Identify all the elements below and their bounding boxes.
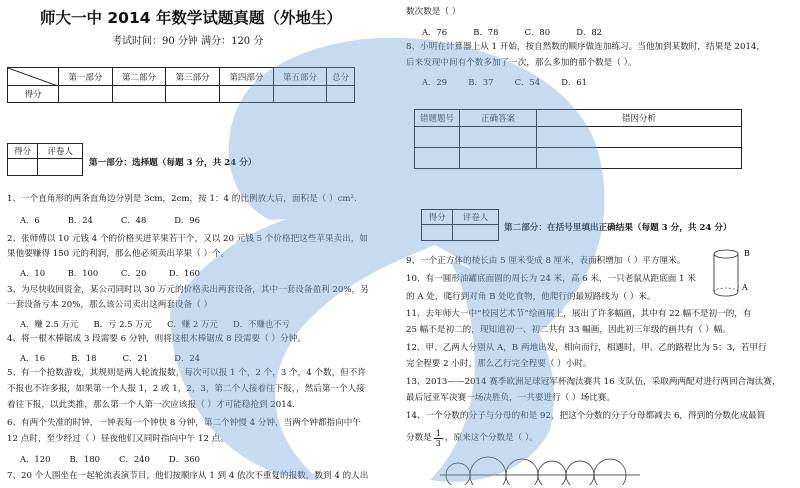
question-7-continued: 数次数是（ ） bbox=[406, 7, 461, 17]
q14-text-a: 分数是 bbox=[406, 433, 432, 443]
error-header: 错题题号 bbox=[415, 110, 460, 127]
option: D．24 bbox=[174, 353, 200, 363]
score-table-diagonal-cell bbox=[8, 68, 59, 86]
score-row-label: 得分 bbox=[8, 86, 59, 103]
question-12-line-2: 完全程要 2 小时，那么乙行完全程要（ ）小时。 bbox=[406, 359, 592, 369]
option: A．6 bbox=[20, 215, 40, 225]
q4-options bbox=[20, 352, 200, 364]
q2-options bbox=[20, 267, 200, 279]
question-11-line-1: 11、去年师大一中“校园艺术节”绘画展上，展出了许多幅画，其中有 22 幅不是初一的，有 bbox=[406, 309, 752, 319]
grader-box bbox=[421, 209, 499, 241]
question-14-line-2 bbox=[406, 429, 538, 448]
score-cell bbox=[220, 86, 274, 103]
grader-label: 评卷人 bbox=[38, 144, 83, 159]
error-cell bbox=[415, 127, 460, 148]
option: D．82 bbox=[576, 27, 602, 37]
question-12-line-1: 12、甲、乙两人分别从 A，B 两地出发，相向而行，相遇时，甲、乙的路程比为 5：3，若甲行 bbox=[406, 343, 767, 353]
question-13-line-1: 13、2013——2014 赛季欧洲足球冠军杯淘汰赛共 16 支队伍，采取两两配对进行两回合淘汰赛， bbox=[406, 377, 781, 387]
cylinder-label-a: A bbox=[742, 283, 748, 292]
score-table bbox=[7, 67, 355, 103]
fraction-denominator: 3 bbox=[435, 439, 441, 448]
grader-score-label: 得分 bbox=[422, 210, 453, 225]
error-cell bbox=[460, 127, 537, 148]
option: A．76 bbox=[422, 27, 448, 37]
question-8-line-1: 8、小明在计算器上从 1 开始，按自然数的顺序做连加练习。当他加到某数时，结果是 2014， bbox=[406, 42, 765, 52]
cylinder-figure bbox=[712, 246, 752, 302]
option: A．29 bbox=[422, 77, 448, 87]
fraction-one-third bbox=[434, 429, 443, 448]
section1-title: 第一部分：选择题（每题 3 分，共 24 分） bbox=[89, 158, 257, 168]
option: D．96 bbox=[174, 215, 200, 225]
question-4: 4、将一根木棒锯成 3 段需要 6 分钟，则将这根木棒锯成 8 段需要（ ）分钟。 bbox=[7, 334, 306, 344]
q1-options bbox=[20, 214, 200, 226]
left-column bbox=[0, 0, 395, 488]
option: B．18 bbox=[71, 353, 97, 363]
option: D．不赚也不亏 bbox=[233, 319, 290, 329]
question-8-line-2: 后来发现中间有个数多加了一次，那么多加的那个数是（ ）。 bbox=[406, 58, 637, 68]
q8-options bbox=[422, 76, 587, 88]
question-14-line-1: 14、一个分数的分子与分母的和是 92，把这个分数的分子分母都减去 6，得到的分数化成最简 bbox=[406, 411, 766, 421]
error-cell bbox=[415, 148, 460, 169]
option: B．100 bbox=[67, 268, 99, 278]
question-11-line-2: 25 幅不是初二的，现知道初一、初二共有 33 幅画，因此初三年级的画共有（ ）幅。 bbox=[406, 325, 731, 335]
error-header: 错因分析 bbox=[537, 110, 742, 127]
option: B．180 bbox=[69, 454, 100, 464]
error-cell bbox=[537, 127, 742, 148]
score-header: 总分 bbox=[327, 68, 355, 86]
question-9: 9、一个正方体的棱长由 5 厘米变成 8 厘米，表面积增加（ ）平方厘米。 bbox=[406, 256, 686, 266]
error-cell bbox=[460, 148, 537, 169]
score-header: 第四部分 bbox=[220, 68, 274, 86]
option: B．78 bbox=[473, 27, 499, 37]
grader-score-label: 得分 bbox=[8, 144, 38, 159]
option: D．160 bbox=[168, 268, 200, 278]
error-header: 正确答案 bbox=[460, 110, 537, 127]
question-10-line-2: 的 A 处，爬行到对角 B 处吃食物，他爬行的最短路线为（ ）米。 bbox=[406, 292, 656, 302]
error-cell bbox=[537, 148, 742, 169]
option: A．16 bbox=[20, 353, 46, 363]
grader-cell bbox=[453, 225, 499, 241]
grader-cell bbox=[38, 159, 83, 176]
question-3-line-2: 一套设备亏本 20%，那么该公司卖出这两套设备（ ） bbox=[7, 300, 213, 310]
option: C．21 bbox=[122, 353, 149, 363]
question-13-line-2: 最后冠亚军决赛一场决胜负，一共要进行（ ）场比赛。 bbox=[406, 393, 615, 403]
score-cell bbox=[112, 86, 166, 103]
question-2-line-1: 2、张师傅以 10 元钱 4 个的价格买进苹果若干个，又以 20 元钱 5 个价格把这些苹果卖出，如 bbox=[7, 234, 368, 244]
question-5-line-1: 5、有一个抢数游戏，其规则是两人轮流报数，每次可以报 1 个，2 个，3 个，4 个数，但不许 bbox=[7, 368, 366, 378]
option: C．240 bbox=[119, 454, 150, 464]
question-6-line-1: 6、有两个失准的时钟，一钟表每一个钟快 8 分钟，第二个钟慢 4 分钟，当两个钟都指向中午 bbox=[7, 418, 361, 428]
cylinder-label-b: B bbox=[744, 249, 750, 258]
option: A．赚 2.5 万元 bbox=[20, 319, 79, 329]
score-header: 第五部分 bbox=[273, 68, 327, 86]
question-7: 7、20 个人围坐在一起轮流表演节目，他们按顺序从 1 到 4 依次不重复的报数，数到 4 的人出 bbox=[7, 471, 369, 481]
question-1: 1、一个直角形的两条直角边分别是 3cm，2cm，按 1：4 的比例放大后，面积是（ ）cm². bbox=[7, 194, 357, 204]
diagonal-line bbox=[8, 68, 58, 86]
page-title: 师大一中 2014 年数学试题真题（外地生） bbox=[40, 9, 342, 27]
circles-figure bbox=[440, 455, 640, 485]
q7-options bbox=[422, 26, 602, 38]
question-5-line-2: 不报也不许多报，如果第一个人报 1，2 或 1，2，3，第二个人接着往下报，，然后第一个人接 bbox=[7, 384, 365, 394]
score-cell bbox=[273, 86, 327, 103]
q14-text-b: ，原来这个分数是（ ）。 bbox=[444, 433, 538, 443]
option: A．120 bbox=[20, 454, 51, 464]
error-analysis-table bbox=[414, 109, 742, 169]
question-3-line-1: 3、为尽快收回资金，某公司同时以 30 万元的价格卖出两套设备，其中一套设备盈利 20%，另 bbox=[7, 285, 369, 295]
option: D．61 bbox=[561, 77, 587, 87]
option: B．亏 2.5 万元 bbox=[93, 319, 152, 329]
question-10-line-1: 10、有一圆形油罐底面圆的周长为 24 米，高 6 米，一只老鼠从距底面 1 米 bbox=[406, 274, 696, 284]
grader-box bbox=[7, 143, 83, 176]
option: C．54 bbox=[514, 77, 541, 87]
grader-cell bbox=[422, 225, 453, 241]
right-column bbox=[400, 0, 800, 488]
q3-options bbox=[20, 318, 290, 330]
score-cell bbox=[59, 86, 113, 103]
grader-label: 评卷人 bbox=[453, 210, 499, 225]
option: A．10 bbox=[20, 268, 46, 278]
score-cell bbox=[327, 86, 355, 103]
fraction-numerator: 1 bbox=[435, 429, 441, 438]
option: B．24 bbox=[67, 215, 93, 225]
score-header: 第三部分 bbox=[166, 68, 220, 86]
score-cell bbox=[166, 86, 220, 103]
option: B．37 bbox=[468, 77, 494, 87]
score-header: 第二部分 bbox=[112, 68, 166, 86]
option: C．赚 2 万元 bbox=[167, 319, 218, 329]
question-5-line-3: 着往下报，以此类推，那么第一个人第一次应该报（ ）才可能稳抢到 2014. bbox=[7, 400, 295, 410]
q6-options bbox=[20, 453, 200, 465]
exam-info: 考试时间：90 分钟 满分：120 分 bbox=[112, 36, 264, 47]
score-header: 第一部分 bbox=[59, 68, 113, 86]
option: C．20 bbox=[120, 268, 147, 278]
question-6-line-2: 12 点时，至少经过（ ）昼夜他们又同时指向中午 12 点。 bbox=[7, 434, 229, 444]
question-2-line-2: 果他要赚得 150 元的利润，那么他必须卖出苹果（ ）个。 bbox=[7, 249, 230, 259]
option: C．48 bbox=[120, 215, 147, 225]
option: D．360 bbox=[168, 454, 200, 464]
section2-title: 第二部分：在括号里填出正确结果（每题 3 分，共 24 分） bbox=[504, 223, 732, 233]
option: C．80 bbox=[524, 27, 551, 37]
grader-cell bbox=[8, 159, 38, 176]
